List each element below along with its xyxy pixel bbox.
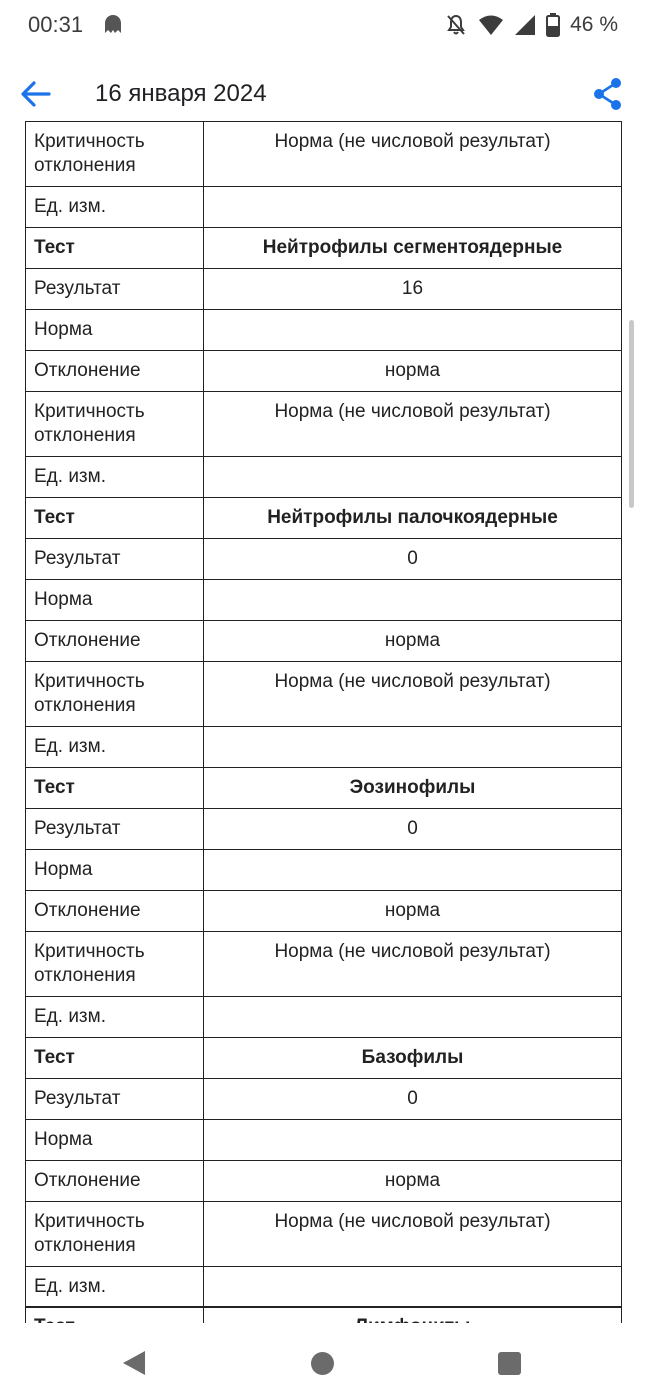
criticality-value: Норма (не числовой результат) (204, 661, 622, 726)
table-row-unit (26, 456, 622, 497)
bell-off-icon (444, 13, 468, 37)
table-row-norm (26, 309, 622, 350)
result-value: 0 (204, 538, 622, 579)
row-label: Отклонение (26, 1160, 204, 1201)
criticality-value: Норма (не числовой результат) (204, 1201, 622, 1266)
row-label: Тест (26, 227, 204, 268)
row-label: Критичность отклонения (26, 122, 204, 187)
norm-value (204, 849, 622, 890)
table-row-criticality (26, 1201, 622, 1266)
table-row-test (26, 767, 622, 808)
battery-percent: 46 % (570, 13, 618, 36)
row-label: Ед. изм. (26, 456, 204, 497)
row-label: Тест (26, 1037, 204, 1078)
row-label: Отклонение (26, 350, 204, 391)
deviation-value: норма (204, 350, 622, 391)
table-row-test (26, 1037, 622, 1078)
system-nav-bar (0, 1323, 646, 1400)
table-row-unit (26, 726, 622, 767)
nav-back-icon[interactable] (122, 1350, 146, 1376)
row-label: Критичность отклонения (26, 661, 204, 726)
results-scroll-area[interactable] (0, 131, 646, 1323)
app-bar (0, 62, 646, 126)
result-value: 0 (204, 1078, 622, 1119)
status-icons (444, 12, 618, 38)
result-value: 16 (204, 268, 622, 309)
table-row-result (26, 808, 622, 849)
norm-value (204, 1119, 622, 1160)
criticality-value: Норма (не числовой результат) (204, 391, 622, 456)
row-label: Критичность отклонения (26, 391, 204, 456)
norm-value (204, 309, 622, 350)
test-name: Нейтрофилы палочкоядерные (204, 497, 622, 538)
table-row-criticality (26, 661, 622, 726)
table-row-norm (26, 849, 622, 890)
row-label: Ед. изм. (26, 1266, 204, 1307)
table-row (26, 122, 622, 187)
row-label: Результат (26, 538, 204, 579)
results-table (25, 121, 622, 228)
table-row (26, 187, 622, 228)
result-value: 0 (204, 808, 622, 849)
table-row-test (26, 497, 622, 538)
nav-recents-icon[interactable] (498, 1352, 521, 1375)
table-row-deviation (26, 350, 622, 391)
test-name: Эозинофилы (204, 767, 622, 808)
row-label: Ед. изм. (26, 996, 204, 1037)
back-arrow-icon[interactable] (18, 76, 54, 112)
deviation-value: норма (204, 1160, 622, 1201)
table-row-deviation (26, 620, 622, 661)
row-label: Норма (26, 579, 204, 620)
unit-value (204, 726, 622, 767)
row-label: Результат (26, 808, 204, 849)
row-value (204, 187, 622, 228)
results-table-wrapper (25, 121, 622, 1348)
wifi-icon (478, 14, 504, 36)
status-time: 00:31 (28, 12, 84, 37)
deviation-value: норма (204, 620, 622, 661)
table-row-norm (26, 579, 622, 620)
row-label: Тест (26, 497, 204, 538)
scrollbar[interactable] (629, 320, 634, 508)
test-name: Базофилы (204, 1037, 622, 1078)
battery-icon (546, 13, 560, 37)
table-row-test (26, 227, 622, 268)
unit-value (204, 1266, 622, 1307)
table-row-unit (26, 996, 622, 1037)
row-label: Ед. изм. (26, 726, 204, 767)
row-label: Критичность отклонения (26, 1201, 204, 1266)
signal-icon (514, 14, 536, 36)
test-name: Нейтрофилы сегментоядерные (204, 227, 622, 268)
table-row-deviation (26, 1160, 622, 1201)
row-label: Результат (26, 268, 204, 309)
deviation-value: норма (204, 890, 622, 931)
table-row-unit (26, 1266, 622, 1307)
unit-value (204, 996, 622, 1037)
results-table-groups (25, 227, 622, 1308)
row-label: Отклонение (26, 890, 204, 931)
table-row-criticality (26, 391, 622, 456)
share-icon[interactable] (592, 76, 624, 112)
page-title: 16 января 2024 (95, 80, 267, 107)
table-row-result (26, 268, 622, 309)
row-label: Тест (26, 767, 204, 808)
status-bar (0, 0, 646, 52)
row-label: Норма (26, 849, 204, 890)
row-label: Результат (26, 1078, 204, 1119)
table-row-result (26, 538, 622, 579)
nav-home-icon[interactable] (311, 1352, 334, 1375)
table-row-norm (26, 1119, 622, 1160)
row-label: Норма (26, 309, 204, 350)
row-label: Критичность отклонения (26, 931, 204, 996)
table-row-result (26, 1078, 622, 1119)
ghost-icon (102, 13, 124, 35)
table-row-criticality (26, 931, 622, 996)
table-row-deviation (26, 890, 622, 931)
unit-value (204, 456, 622, 497)
row-label: Отклонение (26, 620, 204, 661)
row-value: Норма (не числовой результат) (204, 122, 622, 187)
criticality-value: Норма (не числовой результат) (204, 931, 622, 996)
row-label: Ед. изм. (26, 187, 204, 228)
norm-value (204, 579, 622, 620)
row-label: Норма (26, 1119, 204, 1160)
